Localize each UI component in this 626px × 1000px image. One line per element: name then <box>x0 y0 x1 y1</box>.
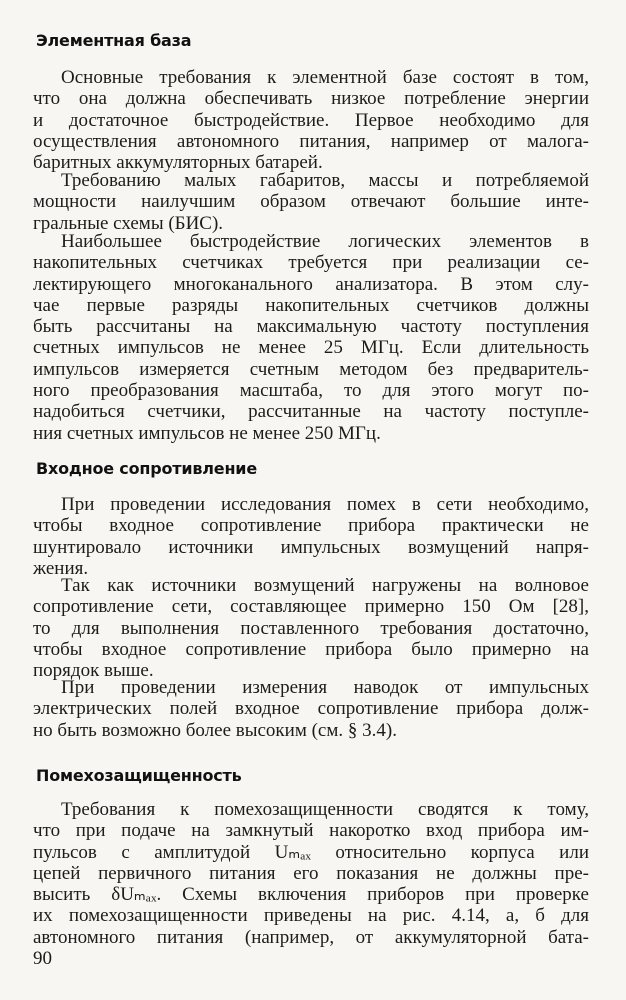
text-line: и достаточное быстродействие. Первое необходимо для <box>33 109 589 131</box>
text-line: надобиться счетчики, рассчитанные на частоту поступле- <box>33 401 589 423</box>
text-line: ния счетных импульсов не менее 250 МГц. <box>33 422 381 444</box>
text-line: чтобы входное сопротивление прибора было примерно на <box>33 638 589 660</box>
paragraph <box>33 170 589 234</box>
text-line: электрических полей входное сопротивление прибора долж- <box>33 698 589 720</box>
paragraph <box>33 799 589 948</box>
paragraph <box>33 67 589 173</box>
text-line: баритных аккумуляторных батарей. <box>33 152 323 174</box>
text-line: что она должна обеспечивать низкое потребление энергии <box>33 88 589 110</box>
text-line: что при подаче на замкнутый накоротко вход прибора им- <box>33 820 589 842</box>
text-line: При проведении измерения наводок от импульсных <box>61 677 589 698</box>
text-line: их помехозащищенности приведены на рис. 4.14, а, б для <box>33 905 589 927</box>
section-heading-element-base: Элементная база <box>36 31 192 50</box>
text-line: сопротивление сети, составляющее примерно 150 Ом [28], <box>33 596 589 618</box>
text-line: гральные схемы (БИС). <box>33 212 224 234</box>
text-line: цепей первичного питания его показания не должны пре- <box>33 862 589 884</box>
paragraph <box>33 677 589 741</box>
text-line: импульсов измеряется счетным методом без предваритель- <box>33 358 589 380</box>
text-line: автономного питания (например, от аккумуляторной бата- <box>33 926 589 948</box>
paragraph <box>33 575 589 681</box>
text-line: быть рассчитаны на максимальную частоту поступления <box>33 316 589 338</box>
section-heading-noise-immunity: Помехозащищенность <box>36 766 242 785</box>
text-line: пульсов с амплитудой Uₘₐₓ относительно корпуса или <box>33 841 589 863</box>
text-line: Так как источники возмущений нагружены на волновое <box>61 575 589 596</box>
paragraph <box>33 231 589 444</box>
text-line: высить δUₘₐₓ. Схемы включения приборов при проверке <box>33 884 589 906</box>
text-line: При проведении исследования помех в сети необходимо, <box>61 494 589 515</box>
text-line: лектирующего многоканального анализатора. В этом слу- <box>33 273 589 295</box>
text-line: чтобы входное сопротивление прибора практически не <box>33 515 589 537</box>
text-line: осуществления автономного питания, например от малога- <box>33 130 589 152</box>
text-line: но быть возможно более высоким (см. § 3.4). <box>33 719 397 741</box>
text-line: ного преобразования масштаба, то для этого могут по- <box>33 380 589 402</box>
text-line: Требованию малых габаритов, массы и потребляемой <box>61 170 589 191</box>
paragraph <box>33 494 589 579</box>
text-line: жения. <box>33 557 89 579</box>
text-line: Наибольшее быстродействие логических элементов в <box>61 231 589 252</box>
text-line: Основные требования к элементной базе состоят в том, <box>61 67 589 88</box>
text-line: порядок выше. <box>33 660 154 682</box>
page-number: 90 <box>33 948 52 969</box>
text-line: Требования к помехозащищенности сводятся к тому, <box>61 799 589 820</box>
section-heading-input-resistance: Входное сопротивление <box>36 459 257 478</box>
text-line: чае первые разряды накопительных счетчиков должны <box>33 294 589 316</box>
text-line: накопительных счетчиках требуется при реализации се- <box>33 252 589 274</box>
text-line: мощности наилучшим образом отвечают большие инте- <box>33 191 589 213</box>
text-line: шунтировало источники импульсных возмущений напря- <box>33 536 589 558</box>
text-line: то для выполнения поставленного требования достаточно, <box>33 617 589 639</box>
text-line: счетных импульсов не менее 25 МГц. Если длительность <box>33 337 589 359</box>
